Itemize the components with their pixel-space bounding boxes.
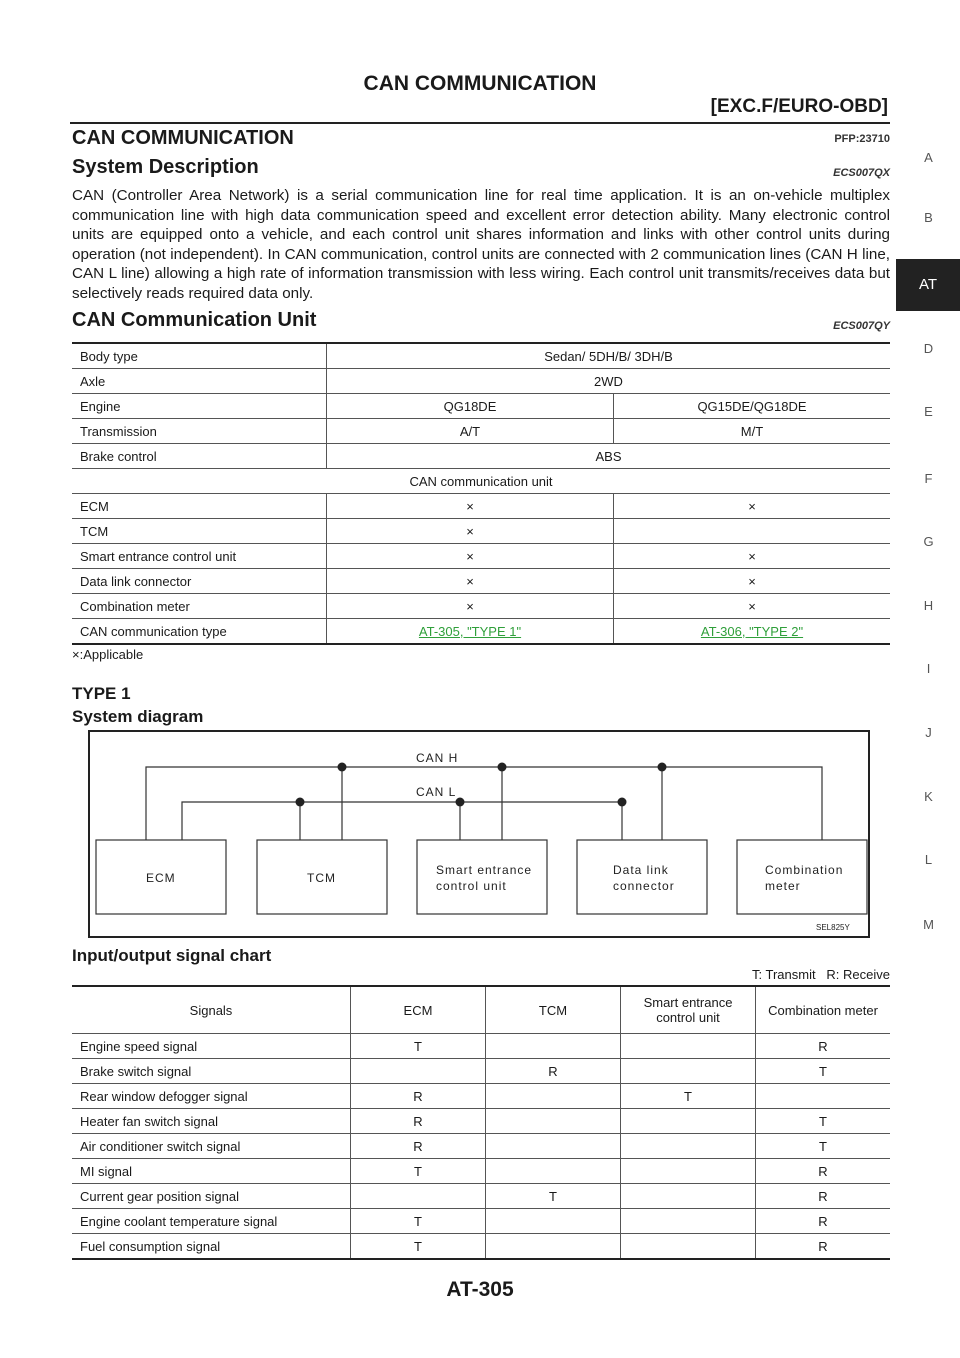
table-row bbox=[72, 1184, 890, 1209]
type2-link[interactable]: AT-306, "TYPE 2" bbox=[700, 623, 804, 639]
table-row bbox=[72, 1234, 890, 1260]
row-value: ABS bbox=[327, 444, 891, 469]
can-unit-table bbox=[72, 342, 890, 645]
signal-direction bbox=[621, 1059, 756, 1084]
junction-dot bbox=[456, 798, 465, 807]
signal-direction: R bbox=[351, 1084, 486, 1109]
signal-name: Engine speed signal bbox=[72, 1034, 351, 1059]
junction-dot bbox=[498, 763, 507, 772]
row-value: 2WD bbox=[327, 369, 891, 394]
signal-direction bbox=[486, 1109, 621, 1134]
applicable-mark: × bbox=[614, 594, 891, 619]
signal-direction bbox=[351, 1059, 486, 1084]
table-row bbox=[72, 494, 890, 519]
table-row bbox=[72, 1134, 890, 1159]
signal-direction: R bbox=[756, 1234, 891, 1260]
table-row bbox=[72, 544, 890, 569]
signal-direction bbox=[621, 1184, 756, 1209]
page-header-title: CAN COMMUNICATION bbox=[363, 72, 597, 95]
row-label: Combination meter bbox=[72, 594, 327, 619]
table-header-row bbox=[72, 986, 890, 1034]
signal-direction bbox=[621, 1034, 756, 1059]
signal-direction bbox=[621, 1209, 756, 1234]
signal-name: Rear window defogger signal bbox=[72, 1084, 351, 1109]
table-row bbox=[72, 419, 890, 444]
signal-direction bbox=[486, 1134, 621, 1159]
applicable-mark: × bbox=[327, 519, 614, 544]
signal-name: MI signal bbox=[72, 1159, 351, 1184]
signal-name: Brake switch signal bbox=[72, 1059, 351, 1084]
tcm-label: TCM bbox=[307, 871, 336, 885]
signal-direction: R bbox=[756, 1209, 891, 1234]
signal-direction bbox=[486, 1159, 621, 1184]
data-link-box bbox=[577, 840, 707, 914]
applicable-mark: × bbox=[327, 594, 614, 619]
signal-direction: T bbox=[351, 1034, 486, 1059]
signal-direction: T bbox=[351, 1209, 486, 1234]
junction-dot bbox=[618, 798, 627, 807]
can-unit-heading bbox=[72, 309, 890, 332]
row-label: CAN communication type bbox=[72, 619, 327, 645]
signal-direction bbox=[621, 1234, 756, 1260]
side-index-a[interactable]: A bbox=[924, 150, 933, 165]
table-row bbox=[72, 394, 890, 419]
table-row bbox=[72, 1209, 890, 1234]
table-row bbox=[72, 519, 890, 544]
header-ecm: ECM bbox=[351, 986, 486, 1034]
side-index-g[interactable]: G bbox=[923, 534, 934, 549]
type1-link[interactable]: AT-305, "TYPE 1" bbox=[418, 623, 522, 639]
applicable-mark: × bbox=[614, 569, 891, 594]
table-row bbox=[72, 569, 890, 594]
row-label: ECM bbox=[72, 494, 327, 519]
row-label: Body type bbox=[72, 343, 327, 369]
signal-direction bbox=[621, 1159, 756, 1184]
side-index-l[interactable]: L bbox=[924, 852, 933, 867]
applicable-mark: × bbox=[614, 544, 891, 569]
row-label: Brake control bbox=[72, 444, 327, 469]
signal-name: Fuel consumption signal bbox=[72, 1234, 351, 1260]
signal-direction: R bbox=[486, 1059, 621, 1084]
side-index-m[interactable]: M bbox=[923, 917, 934, 932]
diagram-ref-code: SEL825Y bbox=[816, 923, 850, 932]
signal-direction: T bbox=[351, 1234, 486, 1260]
signal-direction: T bbox=[486, 1184, 621, 1209]
signal-name: Air conditioner switch signal bbox=[72, 1134, 351, 1159]
signal-direction: R bbox=[351, 1109, 486, 1134]
table-row bbox=[72, 1059, 890, 1084]
signal-direction: R bbox=[756, 1034, 891, 1059]
unit-group-header: CAN communication unit bbox=[72, 469, 890, 494]
table-row bbox=[72, 1084, 890, 1109]
row-label: Smart entrance control unit bbox=[72, 544, 327, 569]
smart-entrance-box bbox=[417, 840, 547, 914]
signal-direction: T bbox=[351, 1159, 486, 1184]
row-label: Transmission bbox=[72, 419, 327, 444]
junction-dot bbox=[658, 763, 667, 772]
side-index-h[interactable]: H bbox=[923, 598, 934, 613]
table-row bbox=[72, 1109, 890, 1134]
signal-direction bbox=[351, 1184, 486, 1209]
row-value: QG18DE bbox=[327, 394, 614, 419]
signal-chart-legend: T: Transmit R: Receive bbox=[752, 967, 890, 982]
can-h-line bbox=[146, 767, 822, 840]
can-unit-title: CAN Communication Unit bbox=[72, 309, 317, 331]
signal-name: Current gear position signal bbox=[72, 1184, 351, 1209]
side-index-i[interactable]: I bbox=[926, 661, 931, 676]
row-value: M/T bbox=[614, 419, 891, 444]
system-diagram-title: System diagram bbox=[72, 707, 204, 726]
signal-direction: R bbox=[756, 1184, 891, 1209]
signal-direction bbox=[486, 1209, 621, 1234]
table-row bbox=[72, 594, 890, 619]
row-label: Data link connector bbox=[72, 569, 327, 594]
signal-direction bbox=[621, 1109, 756, 1134]
system-description-code: ECS007QX bbox=[833, 167, 890, 179]
system-description-heading bbox=[72, 156, 890, 179]
can-unit-code: ECS007QY bbox=[833, 320, 890, 332]
signal-chart-title: Input/output signal chart bbox=[72, 946, 272, 965]
can-h-label: CAN H bbox=[416, 751, 459, 765]
table-row bbox=[72, 1034, 890, 1059]
table-row bbox=[72, 469, 890, 494]
table-row bbox=[72, 369, 890, 394]
signal-chart-table bbox=[72, 985, 890, 1260]
applicable-mark: × bbox=[327, 494, 614, 519]
row-label: Axle bbox=[72, 369, 327, 394]
row-label: Engine bbox=[72, 394, 327, 419]
signal-direction bbox=[756, 1084, 891, 1109]
header-signals: Signals bbox=[72, 986, 351, 1034]
section-code: PFP:23710 bbox=[834, 133, 890, 145]
applicable-mark: × bbox=[327, 569, 614, 594]
side-index-e[interactable]: E bbox=[924, 404, 933, 419]
row-value: QG15DE/QG18DE bbox=[614, 394, 891, 419]
system-diagram bbox=[88, 730, 870, 938]
section-heading bbox=[72, 127, 890, 150]
combination-meter-label: Combination meter bbox=[765, 863, 844, 893]
table-row bbox=[72, 1159, 890, 1184]
table-row bbox=[72, 619, 890, 645]
header-combination-meter: Combination meter bbox=[756, 986, 891, 1034]
junction-dot bbox=[338, 763, 347, 772]
signal-direction: T bbox=[621, 1084, 756, 1109]
signal-direction: T bbox=[756, 1134, 891, 1159]
signal-direction bbox=[486, 1234, 621, 1260]
signal-direction bbox=[486, 1034, 621, 1059]
row-value: A/T bbox=[327, 419, 614, 444]
combination-meter-box bbox=[737, 840, 867, 914]
row-label: TCM bbox=[72, 519, 327, 544]
side-index-b[interactable]: B bbox=[924, 210, 933, 225]
row-value: Sedan/ 5DH/B/ 3DH/B bbox=[327, 343, 891, 369]
applicable-mark: × bbox=[614, 494, 891, 519]
junction-dot bbox=[296, 798, 305, 807]
side-index-at-active[interactable]: AT bbox=[896, 259, 960, 311]
table-row bbox=[72, 444, 890, 469]
header-rule bbox=[70, 122, 890, 124]
system-description-text: CAN (Controller Area Network) is a serial communication line for real time application. It is an on-vehicle multiplex communication line with high data communication speed and excellent error detection ability. Many electronic control units are equipped onto a vehicle, and each control unit shares information and links with other control units during operation (not independent). In CAN communication, control units are connected with 2 communication lines (CAN H line, CAN L line) allowing a high rate of information transmission with less wiring. Each control unit transmits/receives data but selectively reads required data only. bbox=[72, 187, 890, 302]
system-description-title: System Description bbox=[72, 156, 259, 178]
signal-name: Heater fan switch signal bbox=[72, 1109, 351, 1134]
can-l-label: CAN L bbox=[416, 785, 457, 799]
table-row bbox=[72, 343, 890, 369]
side-index-d[interactable]: D bbox=[923, 341, 934, 356]
side-index-f[interactable]: F bbox=[924, 471, 933, 486]
data-link-label: Data link connector bbox=[613, 863, 675, 893]
section-title: CAN COMMUNICATION bbox=[72, 127, 294, 149]
applicable-mark: × bbox=[327, 544, 614, 569]
side-index-j[interactable]: J bbox=[925, 725, 932, 740]
signal-direction: R bbox=[351, 1134, 486, 1159]
page-header-subtitle: [EXC.F/EURO-OBD] bbox=[710, 96, 888, 117]
signal-direction bbox=[621, 1134, 756, 1159]
can-l-line bbox=[182, 802, 460, 840]
header-smart-entrance: Smart entrance control unit bbox=[621, 986, 756, 1034]
side-index-k[interactable]: K bbox=[924, 789, 933, 804]
signal-name: Engine coolant temperature signal bbox=[72, 1209, 351, 1234]
signal-direction: T bbox=[756, 1109, 891, 1134]
page-number: AT-305 bbox=[446, 1278, 514, 1301]
smart-entrance-label: Smart entrance control unit bbox=[436, 863, 533, 893]
header-tcm: TCM bbox=[486, 986, 621, 1034]
signal-direction bbox=[486, 1084, 621, 1109]
applicable-note: ×:Applicable bbox=[72, 647, 144, 662]
applicable-mark bbox=[614, 519, 891, 544]
type1-title: TYPE 1 bbox=[72, 684, 131, 703]
ecm-label: ECM bbox=[146, 871, 176, 885]
signal-direction: T bbox=[756, 1059, 891, 1084]
system-diagram-svg bbox=[90, 732, 868, 936]
signal-direction: R bbox=[756, 1159, 891, 1184]
